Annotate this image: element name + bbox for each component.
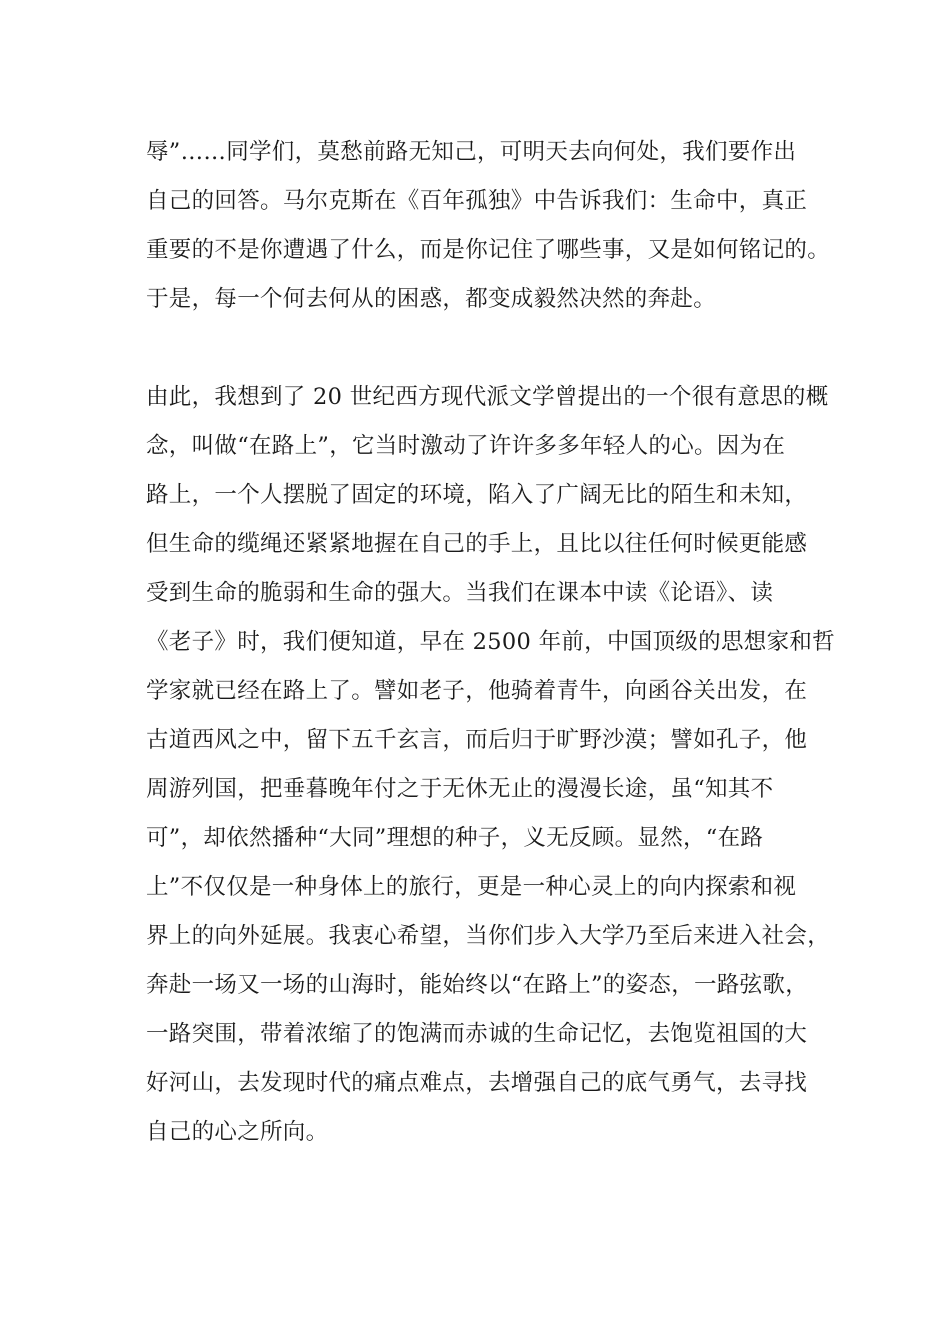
text-line: 于是，每一个何去何从的困惑，都变成毅然决然的奔赴。 — [146, 286, 717, 312]
text-line: 奔赴一场又一场的山海时，能始终以“在路上”的姿态，一路弦歌， — [146, 972, 809, 998]
text-line: 好河山，去发现时代的痛点难点，去增强自己的底气勇气，去寻找 — [146, 1070, 808, 1096]
text-line: 界上的向外延展。我衷心希望，当你们步入大学乃至后来进入社会， — [146, 923, 831, 949]
text-line: 受到生命的脆弱和生命的强大。当我们在课本中读《论语》、读 — [146, 580, 774, 606]
text-line: 古道西风之中，留下五千玄言，而后归于旷野沙漠；譬如孔子，他 — [146, 727, 808, 753]
text-line: 上”不仅仅是一种身体上的旅行，更是一种心灵上的向内探索和视 — [146, 874, 797, 900]
text-line: 自己的回答。马尔克斯在《百年孤独》中告诉我们：生命中，真正 — [146, 188, 808, 214]
text-line: 学家就已经在路上了。譬如老子，他骑着青牛，向函谷关出发，在 — [146, 678, 808, 704]
paragraph-1 — [146, 128, 830, 324]
text-line: 《老子》时，我们便知道，早在 2500 年前，中国顶级的思想家和哲 — [146, 629, 835, 655]
text-line: 自己的心之所向。 — [146, 1119, 329, 1145]
text-line: 周游列国，把垂暮晚年付之于无休无止的漫漫长途，虽“知其不 — [146, 776, 774, 802]
text-line: 重要的不是你遭遇了什么，而是你记住了哪些事，又是如何铭记的。 — [146, 237, 831, 263]
text-line: 可”，却依然播种“大同”理想的种子，义无反顾。显然，“在路 — [146, 825, 764, 851]
text-line: 一路突围，带着浓缩了的饱满而赤诚的生命记忆，去饱览祖国的大 — [146, 1021, 808, 1047]
text-line: 辱”……同学们，莫愁前路无知己，可明天去向何处，我们要作出 — [146, 139, 797, 165]
text-line: 由此，我想到了 20 世纪西方现代派文学曾提出的一个很有意思的概 — [146, 384, 829, 410]
text-line: 但生命的缆绳还紧紧地握在自己的手上，且比以往任何时候更能感 — [146, 531, 808, 557]
text-line: 路上，一个人摆脱了固定的环境，陷入了广阔无比的陌生和未知， — [146, 482, 808, 508]
text-line: 念，叫做“在路上”，它当时激动了许许多多年轻人的心。因为在 — [146, 433, 786, 459]
paragraph-2 — [146, 373, 835, 1157]
